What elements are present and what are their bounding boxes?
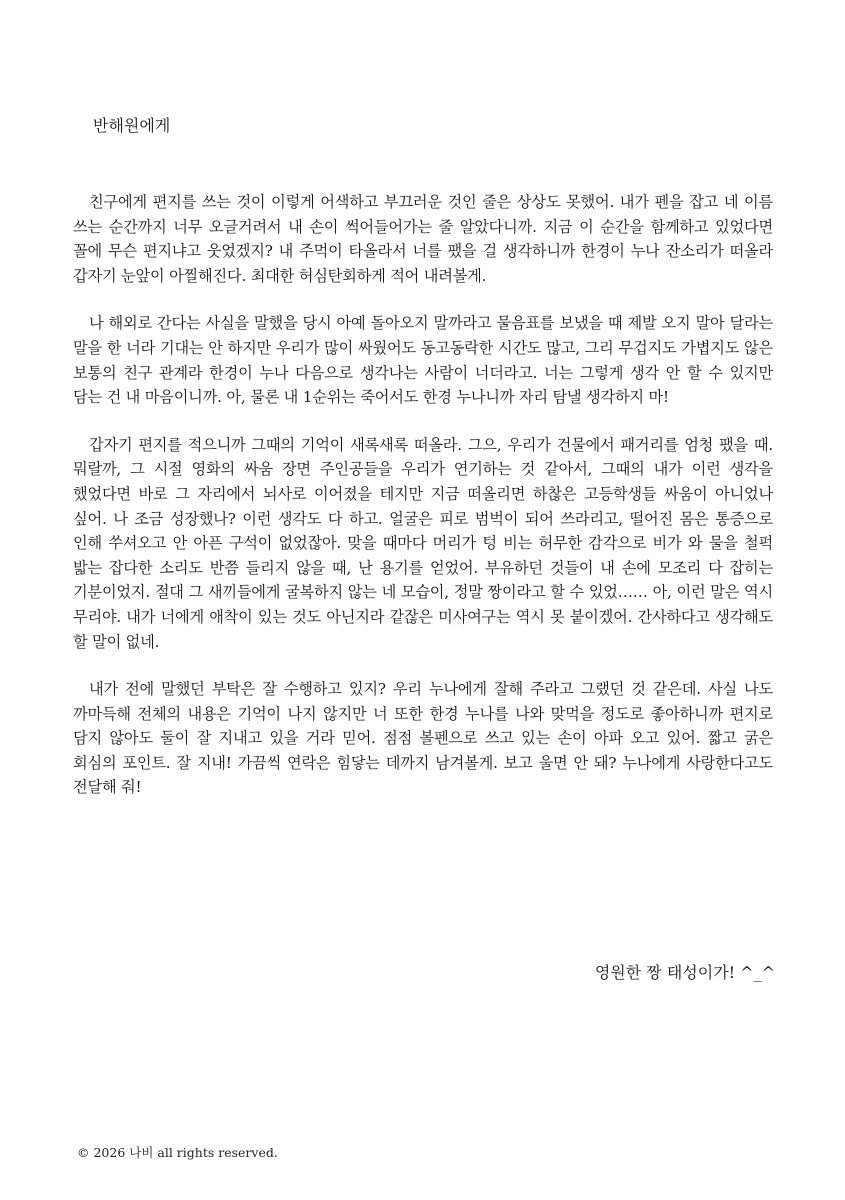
letter-paragraph: 갑자기 편지를 적으니까 그때의 기억이 새록새록 떠올라. 그으, 우리가 건물에서 패거리를 엄청 팼을 때. 뭐랄까, 그 시절 영화의 싸움 장면 주인공들을 우리가 연기하는 것 같아서, 그때의 내가 이런 생각을 했었다면 바로 그 자리에서 뇌사로 이어졌을 테지만 지금 떠올리면 하찮은 고등학생들 싸움이 아니었나 싶어. 나 조금 성장했나? 이런 생각도 다 하고. 얼굴은 피로 범벅이 되어 쓰라리고, 떨어진 몸은 통증으로 인해 쑤셔오고 안 아픈 구석이 없었잖아. 맞을 때마다 머리가 텅 비는 허무한 감각으로 비가 와 물을 철퍽 밟는 잡다한 소리도 반쯤 들리지 않을 때, 난 용기를 얻었어. 부유하던 것들이 내 손에 모조리 다 잡히는 기분이었지. 절대 그 새끼들에게 굴복하지 않는 네 모습이, 정말 짱이라고 할 수 있었…… 아, 이런 말은 역시 무리야. 내가 너에게 애착이 있는 것도 아닌지라 같잖은 미사여구는 역시 못 붙이겠어. 간사하다고 생각해도 할 말이 없네. (73, 435, 773, 651)
copyright-footer: © 2026 나비 all rights reserved. (77, 1145, 278, 1160)
letter-signature: 영원한 짱 태성이가! ^_^ (594, 963, 775, 982)
letter-paragraph: 나 해외로 간다는 사실을 말했을 당시 아예 돌아오지 말까라고 물음표를 보냈을 때 제발 오지 말아 달라는 말을 한 너라 기대는 안 하지만 우리가 많이 싸웠어도 동고동락한 시간도 많고, 그리 무겁지도 가볍지도 않은 보통의 친구 관계라 한경이 누나 다음으로 생각나는 사람이 너더라고. 너는 그렇게 생각 안 할 수 있지만 담는 건 내 마음이니까. 아, 물론 내 1순위는 죽어서도 한경 누나니까 자리 탐낼 생각하지 마! (73, 314, 773, 407)
letter-paragraph: 내가 전에 말했던 부탁은 잘 수행하고 있지? 우리 누나에게 잘해 주라고 그랬던 것 같은데. 사실 나도 까마득해 전체의 내용은 기억이 나지 않지만 너 또한 한경 누나를 나와 맞먹을 정도로 좋아하니까 편지로 담지 않아도 둘이 잘 지내고 있을 거라 믿어. 점점 볼펜으로 쓰고 있는 손이 아파 오고 있어. 짧고 굵은 회심의 포인트. 잘 지내! 가끔씩 연락은 힘닿는 데까지 남겨볼게. 보고 울면 안 돼? 누나에게 사랑한다고도 전달해 줘! (73, 680, 773, 797)
letter-salutation: 반해원에게 (93, 116, 171, 135)
letter-paragraph: 친구에게 편지를 쓰는 것이 이렇게 어색하고 부끄러운 것인 줄은 상상도 못했어. 내가 펜을 잡고 네 이름 쓰는 순간까지 너무 오글거려서 내 손이 썩어들어가는 줄 알았다니까. 지금 이 순간을 함께하고 있었다면 꼴에 무슨 편지냐고 웃었겠지? 내 주먹이 타올라서 너를 팼을 걸 생각하니까 한경이 누나 잔소리가 떠올라 갑자기 눈앞이 아찔해진다. 최대한 허심탄회하게 적어 내려볼게. (73, 193, 773, 285)
letter-body (73, 190, 773, 823)
